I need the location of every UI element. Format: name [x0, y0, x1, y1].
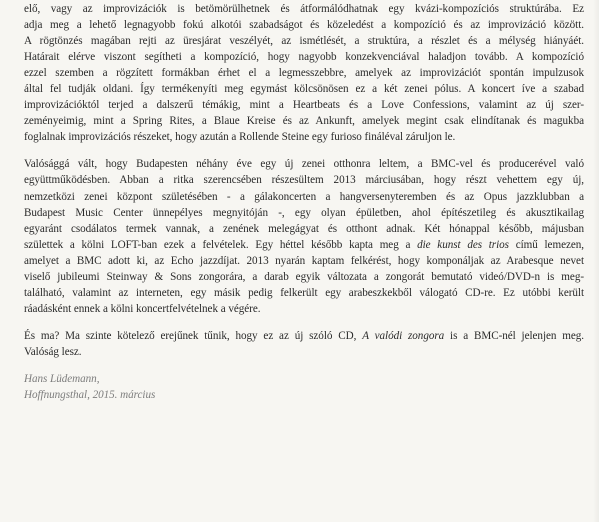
text-line: Valósággá vált, hogy Budapesten néhány éve egy új zenei otthonra leltem, a BMC-vel és producerével való	[24, 158, 584, 171]
signature	[24, 371, 584, 403]
text-line: viselő jubileumi Steinway & Sons zongorára, a darab egyik változata a zongorát bemutató videó/DVD-n is meg-	[24, 270, 584, 283]
text-line: található, valamint az interneten, egy másik pedig felkerült egy arabeszkekből válogató CD-re. Ez utóbbi került	[24, 286, 584, 299]
paragraph	[24, 328, 584, 360]
text-line: amelyet a BMC adott ki, az Echo jazzdíjat. 2013 nyarán kaptam felkérést, hogy komponáljak az Arabesque nevet	[24, 254, 584, 267]
text-line: Valóság lesz.	[24, 345, 82, 358]
paragraph	[24, 1, 584, 145]
text-line: egyaránt csodálatos termek vannak, a zenének melegágyat és otthont adnak. Két hónappal később, májusban	[24, 222, 584, 235]
text-line: És ma? Ma szinte kötelező erejűnek tűnik, hogy ez az új szóló CD, A valódi zongora is a BMC-nél jelenjen meg.	[24, 329, 585, 342]
signature-name: Hans Lüdemann,	[24, 372, 100, 385]
text-line: zeményeimig, mint a Spring Rites, a Blaue Kreise és az Ankunft, amelyek megint csak elindítanak és magukba	[24, 115, 584, 128]
text-line: Budapest Music Center ünnepélyes megnyitóján -, egy olyan épületben, ahol építészetileg és akusztikailag	[24, 206, 584, 219]
text-line: foglalnak improvizációs részeket, hogy azután a Rollende Steine egy furioso fináléval záruljon le.	[24, 131, 456, 144]
paragraph	[24, 156, 584, 316]
signature-place-date: Hoffnungsthal, 2015. március	[24, 388, 156, 401]
italic-title: A valódi zongora	[362, 329, 445, 342]
text-line: A rögtönzés magában rejti az üresjárat veszélyét, az ismétlését, a struktúra, a részlet és a mélység hiányáét.	[24, 35, 584, 48]
italic-title: die kunst des trios	[417, 238, 509, 251]
document-page	[24, 1, 584, 403]
page-edge-shadow	[593, 0, 599, 522]
text-line: improvizációktól terjed a dalszerű témákig, mint a Heartbeats és a Love Confessions, valamint az új szer-	[24, 99, 584, 112]
text-line: együttműködésben. Abban a ritka szerencsében részesültem 2013 márciusában, hogy részt vehettem egy új,	[24, 174, 584, 187]
text-line: nemzetközi zenei központ születésében - a gálakoncerten a hangversenyteremben és az Opus jazzklubban a	[24, 190, 584, 203]
text-line: adja meg a lehető legnagyobb fokú alkotói szabadságot és közeledést a kompozíció és az improvizáció között.	[24, 19, 584, 32]
text-line: által fel tudják oldani. Így termékenyíti meg egymást kölcsönösen ez a két zenei pólus. A koncert íve a szabad	[24, 83, 584, 96]
text-line: ráadásként ennek a kölni koncertfelvételnek a végére.	[24, 302, 261, 315]
text-line: születtek a kölni LOFT-ban ezek a felvételek. Egy héttel később kapta meg a die kunst des trios című lemezen,	[24, 238, 585, 251]
body-text	[24, 1, 584, 360]
text-line: ezzel szemben a rögzített formákban érhet el a legmesszebbre, amelyek az improvizációt spontán impulzusok	[24, 67, 584, 80]
text-line: elő, vagy az improvizációk is betömörülhetnek és átformálódhatnak egy kvázi-kompozíciós struktúrába. Ez	[24, 3, 584, 15]
text-line: Határait elérve viszont segítheti a kompozíció, hogy nagyobb konzekvenciával haladjon tovább. A kompozíció	[24, 51, 584, 64]
